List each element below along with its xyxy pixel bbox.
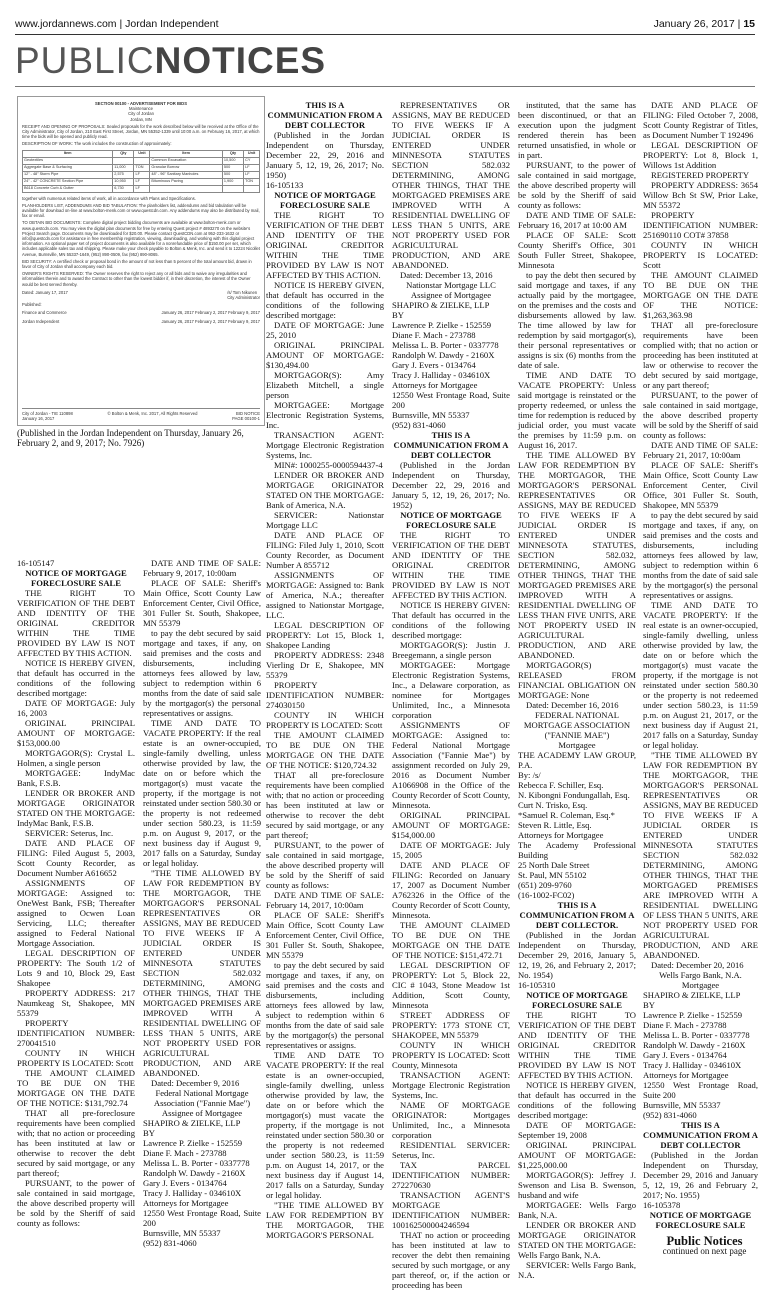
notice-paragraph: DATE AND PLACE OF FILING: Filed August 5, 2003, Scott County Recorder, as Document Number A616652 — [17, 838, 135, 878]
notice-paragraph: PURSUANT, to the power of sale contained in said mortgage, the above described property will be sold by the Sheriff of said county as follows: — [643, 390, 758, 440]
notice-paragraph: LEGAL DESCRIPTION OF PROPERTY: The South 1/2 of Lots 9 and 10, Block 29, East Shakopee — [17, 948, 135, 988]
notice-paragraph: SHAPIRO & ZIELKE, LLP — [392, 300, 490, 310]
table-cell: 10,950 — [113, 178, 134, 185]
notice-paragraph: Wells Fargo Bank, N.A. — [659, 970, 742, 980]
notice-heading: NOTICE OF MORTGAGE FORECLOSURE SALE — [25, 568, 127, 588]
scan-pub-dates: January 26, 2017 February 2, 2017 February 9, 2017 — [161, 310, 260, 316]
scan-foot-page: PAGE 00100-1 — [232, 415, 260, 421]
notice-paragraph: Nationstar Mortgage LLC — [406, 280, 496, 290]
notice-paragraph: Assignee of Mortgagee — [410, 290, 492, 300]
notice-paragraph: THE AMOUNT CLAIMED TO BE DUE ON THE MORTGAGE ON THE DATE OF THE NOTICE: $151,472.71 — [392, 920, 510, 960]
table-cell: LF — [134, 171, 150, 178]
scan-foot-date: January 16, 2017 — [22, 415, 55, 421]
notice-paragraph: SERVICER: Nationstar Mortgage LLC — [266, 510, 384, 530]
title-part-notices: NOTICES — [154, 40, 327, 81]
notice-paragraph: NOTICE IS HEREBY GIVEN, that default has occurred in the conditions of the following described mortgage: — [266, 280, 384, 320]
scan-description: DESCRIPTION OF WORK: The work includes the construction of approximately: — [22, 141, 172, 147]
notice-paragraph: St. Paul, MN 55102 — [518, 870, 587, 880]
notice-paragraph: PROPERTY IDENTIFICATION NUMBER: 270041510 — [17, 1018, 135, 1048]
notice-paragraph: BY — [392, 310, 404, 320]
table-cell: 1,900 — [222, 178, 243, 185]
notice-paragraph: Dated: December 16, 2016 — [526, 700, 619, 710]
notice-paragraph: PLACE OF SALE: Sheriff's Main Office, Scott County Law Enforcement Center, Civil Office, 301 Fuller St. South, Shakopee, MN 55379 — [643, 460, 758, 510]
notice-paragraph: LEGAL DESCRIPTION OF PROPERTY: Lot 8, Block 1, Willows 1st Addition — [643, 140, 758, 170]
notice-paragraph: THE ACADEMY LAW GROUP, P.A. — [518, 750, 636, 770]
notice-paragraph: BY — [143, 1128, 155, 1138]
notice-paragraph: COUNTY IN WHICH PROPERTY IS LOCATED: Scott — [17, 1048, 135, 1068]
table-cell — [222, 185, 243, 192]
table-header-cell: Item — [150, 150, 223, 157]
table-cell: 6,730 — [113, 185, 134, 192]
title-part-public: PUBLIC — [15, 40, 155, 81]
scan-signer — [227, 290, 260, 300]
notice-paragraph: Attorneys for Mortgagee — [143, 1198, 229, 1208]
notice-paragraph: NOTICE IS HEREBY GIVEN: That default has occurred in the conditions of the following described mortgage: — [392, 600, 510, 640]
site-url: www.jordannews.com — [15, 18, 117, 30]
notice-paragraph: PURSUANT, to the power of sale contained in said mortgage, the above described property will be sold by the Sheriff of said county as follows: — [518, 160, 636, 210]
notice-paragraph: *Samuel R. Coleman, Esq.* — [518, 810, 615, 820]
table-cell: TON — [134, 164, 150, 171]
notice-paragraph: ORIGINAL PRINCIPAL AMOUNT OF MORTGAGE: $153,000.00 — [17, 718, 135, 748]
notice-paragraph: SHAPIRO & ZIELKE, LLP — [643, 990, 741, 1000]
scan-signature-row — [22, 290, 260, 300]
notice-paragraph: REGISTERED PROPERTY — [651, 170, 750, 180]
notice-paragraph: BY — [643, 1000, 655, 1010]
notice-paragraph: TIME AND DATE TO VACATE PROPERTY: If the real estate is an owner-occupied, single-family dwelling, unless otherwise provided by law, the date on or before which the mortgagor(s) must vacate the property, if the mortgage is not reinstated under section 580.30 or the property is not redeemed under section 580.23, is 11:59 p.m. on August 9, 2017, or the next business day if August 9, 2017 falls on a Saturday, Sunday or legal holiday. — [143, 718, 261, 868]
notice-paragraph: DATE OF MORTGAGE: June 25, 2010 — [266, 320, 384, 340]
notice-column-3 — [392, 100, 510, 1290]
notice-heading: THIS IS A COMMUNICATION FROM A DEBT COLLECTOR — [267, 100, 383, 130]
notice-paragraph: DATE AND TIME OF SALE: February 14, 2017, 10:00am — [266, 890, 384, 910]
notice-paragraph: DATE AND PLACE OF FILING: Filed July 1, 2010, Scott County Recorder, as Document Number A 855712 — [266, 530, 384, 570]
table-cell: LF — [134, 178, 150, 185]
scan-para: OWNER'S RIGHTS RESERVED: The Owner reserves the right to reject any or all bids and to waive any irregularities and informalities therein and to award the Contract to other than the lowest bidder if, in their discretion, the interest of the Owner would be best served thereby. — [22, 271, 251, 287]
notice-paragraph: DATE AND PLACE OF FILING: Recorded on January 17, 2007 as Document Number A762326 in the Office of the County Recorder of Scott County, Minnesota. — [392, 860, 510, 920]
notice-paragraph: ASSIGNMENTS OF MORTGAGE: Assigned to: Bank of America, N.A.; thereafter assigned to Nationstar Mortgage, LLC. — [266, 570, 384, 620]
table-header-cell: Unit — [134, 150, 150, 157]
table-cell — [134, 157, 150, 164]
notice-paragraph: THE RIGHT TO VERIFICATION OF THE DEBT AND IDENTITY OF THE ORIGINAL CREDITOR WITHIN THE TIME PROVIDED BY LAW IS NOT AFFECTED BY THIS ACTION. — [518, 1010, 636, 1080]
notice-paragraph: THE AMOUNT CLAIMED TO BE DUE ON THE MORTGAGE ON THE DATE OF THE NOTICE: $1,263,363.98 — [643, 270, 758, 320]
table-cell: 10,500 — [222, 157, 243, 164]
notice-paragraph: The Academy Professional Building — [518, 840, 636, 860]
notice-paragraph: MORTGAGEE: Mortgage Electronic Registration Systems, Inc. — [266, 400, 384, 430]
table-cell: B618 Concrete Curb & Gutter — [23, 185, 113, 192]
scan-project: Maintenance — [129, 106, 153, 112]
table-cell: Granular Borrow — [150, 164, 223, 171]
notice-paragraph: SHAPIRO & ZIELKE, LLP — [143, 1118, 241, 1128]
notice-column-4 — [518, 100, 636, 1280]
notice-heading: THIS IS A COMMUNICATION FROM A DEBT COLLECTOR — [393, 430, 509, 460]
scan-pub-dates: January 26, 2017 February 2, 2017 February 9, 2017 — [161, 318, 260, 324]
notice-heading: NOTICE OF MORTGAGE FORECLOSURE SALE — [649, 1210, 752, 1230]
notice-paragraph: Mortgagee — [681, 980, 720, 990]
scan-foot-project: City of Jordan - TIE 110898 — [22, 410, 73, 416]
notice-paragraph: Attorneys for Mortgagee — [643, 1070, 729, 1080]
notice-heading: THIS IS A COMMUNICATION FROM A DEBT COLLECTOR — [643, 1120, 758, 1150]
scan-para: TO OBTAIN BID DOCUMENTS: Complete digital project bidding documents are available at www.bolton-menk.com or www.questcdn.com. You may view the digital plan documents for free by entering Quest project # 4893270 on the website's Project Search page. Documents may be downloaded for $20.00. Please contact QuestCDN.com at 952-233-1632 or info@questcdn.com for assistance in free membership registration, viewing, downloading, and working with this digital project information. An optional paper set of project documents is also available for a nonrefundable price of $150.00 per set, which includes applicable sales tax and shipping. Please make your check payable to Bolton & Menk, Inc. and send it to 12224 Nicollet Avenue, Burnsville, MN 55337-1649, (952) 890-0509, fax (952) 890-8065. — [22, 220, 260, 257]
notice-paragraph: 16-105147 — [17, 558, 55, 568]
table-cell — [244, 185, 260, 192]
table-header-cell: Qty — [222, 150, 243, 157]
notice-paragraph: Tracy J. Halliday - 034610X — [392, 370, 491, 380]
table-cell: 11,000 — [113, 164, 134, 171]
notice-paragraph: (Published in the Jordan Independent on Thursday, December 29, 2016 and January 5, 12, 19, 26 and February 2, 2017; No. 1955) — [643, 1150, 758, 1200]
paper-name: Jordan Independent — [125, 18, 219, 30]
notice-paragraph: Rebecca F. Schiller, Esq. — [518, 780, 604, 790]
notice-paragraph: 16-105133 — [266, 180, 304, 190]
notice-paragraph: PROPERTY ADDRESS: 3654 Willow Bch St SW, Prior Lake, MN 55372 — [643, 180, 758, 210]
notice-paragraph: RESIDENTIAL SERVICER: Seterus, Inc. — [392, 1140, 510, 1160]
scan-published: Published: — [22, 302, 42, 308]
notice-paragraph: TRANSACTION AGENT: Mortgage Electronic Registration Systems, Inc. — [266, 430, 384, 460]
notice-paragraph: TAX PARCEL IDENTIFICATION NUMBER: 272270630 — [392, 1160, 510, 1190]
table-cell: 2,575 — [113, 171, 134, 178]
table-row — [23, 185, 260, 192]
notice-paragraph: ORIGINAL PRINCIPAL AMOUNT OF MORTGAGE: $154,000.00 — [392, 810, 510, 840]
scan-pub-label: Jordan Independent — [22, 318, 60, 324]
notice-paragraph: MORTGAGEE: Mortgage Electronic Registration Systems, Inc., a Delaware corporation, as nominee for Mortgages Unlimited, Inc., a Minnesota corporation — [392, 660, 510, 720]
notice-paragraph: TIME AND DATE TO VACATE PROPERTY: Unless said mortgage is reinstated or the property redeemed, or unless the time for redemption is reduced by judicial order, you must vacate the premises by 11:59 p.m. on August 16, 2017. — [518, 370, 636, 450]
notice-paragraph: Gary J. Evers - 0134764 — [143, 1178, 227, 1188]
notice-paragraph: THE RIGHT TO VERIFICATION OF THE DEBT AND IDENTITY OF THE ORIGINAL CREDITOR WITHIN THE TIME PROVIDED BY LAW IS NOT AFFECTED BY THIS ACTION. — [17, 588, 135, 658]
notice-paragraph: (952) 831-4060 — [392, 420, 446, 430]
notice-paragraph: PURSUANT, to the power of sale contained in said mortgage, the above described property will be sold by the Sheriff of said county as follows: — [266, 840, 384, 890]
notice-paragraph: COUNTY IN WHICH PROPERTY IS LOCATED: Scott — [266, 710, 384, 730]
notice-paragraph: Attorneys for Mortgagee — [518, 830, 604, 840]
bid-advertisement-image — [17, 96, 265, 426]
notice-paragraph: Diane F. Mach - 273788 — [392, 330, 476, 340]
table-row — [23, 171, 260, 178]
notice-paragraph: DATE AND TIME OF SALE: February 9, 2017, 10:00am — [143, 558, 261, 578]
table-cell: Geotextiles — [23, 157, 113, 164]
notice-paragraph: NOTICE IS HEREBY GIVEN, that default has occurred in the conditions of the following described mortgage: — [518, 1080, 636, 1120]
table-cell: LF — [244, 171, 260, 178]
notice-paragraph: Randolph W. Dawdy - 2160X — [143, 1168, 246, 1178]
notice-paragraph: PLACE OF SALE: Scott County Sheriff's Office, 301 South Fuller Street, Shakopee, Minnesota — [518, 230, 636, 270]
notice-paragraph: ASSIGNMENTS OF MORTGAGE: Assigned to: OneWest Bank, FSB; Thereafter assigned to Ocwen Loan Servicing, LLC; thereafter assigned to Federal National Mortgage Association. — [17, 878, 135, 948]
notice-paragraph: TRANSACTION AGENT'S MORTGAGE IDENTIFICATION NUMBER: 100162500004246594 — [392, 1190, 510, 1230]
notice-paragraph: Dated: December 9, 2016 — [151, 1078, 240, 1088]
notice-paragraph: "THE TIME ALLOWED BY LAW FOR REDEMPTION BY THE MORTGAGOR, THE MORTGAGOR'S PERSONAL REPRESENTATIVES OR ASSIGNS, MAY BE REDUCED TO FIVE WEEKS IF A JUDICIAL ORDER IS ENTERED UNDER MINNESOTA STATUTES SECTION 582.032 DETERMINING, AMONG OTHER THINGS, THAT THE MORTGAGED PREMISES ARE IMPROVED WITH A RESIDENTIAL DWELLING OF LESS THAN 5 UNITS, ARE NOT PROPERTY USED FOR AGRICULTURAL PRODUCTION, AND ARE ABANDONED. — [143, 868, 261, 1078]
notice-paragraph: TRANSACTION AGENT: Mortgage Electronic Registration Systems, Inc. — [392, 1070, 510, 1100]
date-line: January 26, 2017 | 15 — [653, 18, 755, 30]
table-cell: 500 — [222, 171, 243, 178]
notice-paragraph: Gary J. Evers - 0134764 — [392, 360, 476, 370]
scan-para: PLANHOLDERS LIST, ADDENDUMS AND BID TABULATION: The planholders list, addendums and bid tabulation will be available for download on-line at www.bolton-menk.com or www.questcdn.com. Any addendums may also be distributed by mail, fax or email. — [22, 202, 260, 219]
table-row — [23, 164, 260, 171]
notice-paragraph: THE TIME ALLOWED BY LAW FOR REDEMPTION BY THE MORTGAGOR, THE MORTGAGOR'S PERSONAL REPRESENTATIVES OR ASSIGNS, MAY BE REDUCED TO FIVE WEEKS IF A JUDICIAL ORDER IS ENTERED UNDER MINNESOTA STATUTES, SECTION 582.032, DETERMINING, AMONG OTHER THINGS, THAT THE MORTGAGED PREMISES ARE IMPROVED WITH A RESIDENTIAL DWELLING OF LESS THAN FIVE UNITS, ARE NOT PROPERTY USED IN AGRICULTURAL PRODUCTION, AND ARE ABANDONED. — [518, 450, 636, 660]
scan-pub-row — [22, 310, 260, 315]
notice-paragraph: 16-105378 — [643, 1200, 681, 1210]
notice-paragraph: N. Kibongni Fondungallah, Esq. — [518, 790, 630, 800]
table-header-row — [23, 150, 260, 157]
notice-paragraph: LENDER OR BROKER AND MORTGAGE ORIGINATOR STATED ON THE MORTGAGE: Wells Fargo Bank, N.A. — [518, 1220, 636, 1260]
table-cell: Bituminous Paving — [150, 178, 223, 185]
notice-paragraph: MORTGAGOR(S): Jeffrey J. Swenson and Lisa B. Swenson, husband and wife — [518, 1170, 636, 1200]
notice-paragraph: to pay the debt then secured by said mortgage and taxes, if any actually paid by the mortgagee, on the premises and the costs and disbursements allowed by law. The time allowed by law for redemption by said mortgagor(s), their personal representatives or assigns is six (6) months from the date of sale. — [518, 270, 636, 370]
notice-paragraph: Dated: December 13, 2016 — [400, 270, 493, 280]
notice-paragraph: SERVICER: Wells Fargo Bank, N.A. — [518, 1260, 636, 1280]
notice-paragraph: Randolph W. Dawdy - 2160X — [643, 1040, 746, 1050]
notice-paragraph: DATE AND TIME OF SALE: February 16, 2017 at 10:00 AM — [518, 210, 636, 230]
notice-paragraph: Diane F. Mach - 273788 — [643, 1020, 727, 1030]
table-cell: 24" - 42" CONCRETE Section Pipe — [23, 178, 113, 185]
table-cell — [113, 157, 134, 164]
notice-paragraph: MORTGAGEE: IndyMac Bank, F.S.B. — [17, 768, 135, 788]
notice-paragraph: 12550 West Frontage Road, Suite 200 — [143, 1208, 261, 1228]
notice-paragraph: Melissa L. B. Porter - 0337778 — [643, 1030, 750, 1040]
notice-paragraph: COUNTY IN WHICH PROPERTY IS LOCATED: Scott County, Minnesota — [392, 1040, 510, 1070]
notice-paragraph: "THE TIME ALLOWED BY LAW FOR REDEMPTION BY THE MORTGAGOR, THE MORTGAGOR'S PERSONAL REPRESENTATIVES OR ASSIGNS, MAY BE REDUCED TO FIVE WEEKS IF A JUDICIAL ORDER IS ENTERED UNDER MINNESOTA STATUTES SECTION 582.032 DETERMINING, AMONG OTHER THINGS, THAT THE MORTGAGED PREMISES ARE IMPROVED WITH A RESIDENTIAL DWELLING OF LESS THAN 5 UNITS, ARE NOT PROPERTY USED FOR AGRICULTURAL PRODUCTION, AND ARE ABANDONED. — [643, 750, 758, 960]
notice-paragraph: Burnsville, MN 55337 — [143, 1228, 221, 1238]
scan-footer — [22, 408, 260, 421]
scan-receipt: RECEIPT AND OPENING OF PROPOSALS: Sealed proposals for the work described below will be received at the Office of the City Administrator, City of Jordan, 210 East First Street, Jordan, MN 55352-1339 until 10:00 a.m. on February 16, 2017, at which time the bids will be opened and publicly read. — [22, 123, 260, 140]
notice-paragraph: MORTGAGEE: Wells Fargo Bank, N.A. — [518, 1200, 636, 1220]
notice-heading: NOTICE OF MORTGAGE FORECLOSURE SALE — [400, 510, 502, 530]
notice-paragraph: (952) 831-4060 — [643, 1110, 697, 1120]
notice-paragraph: DATE AND PLACE OF FILING: Filed October 7, 2008, Scott County Registrar of Titles, as Document Number T 192496 — [643, 100, 758, 140]
notice-paragraph: MORTGAGOR(S): Justin J. Breegemann, a single person — [392, 640, 510, 660]
scan-sign-title: City Administrator — [227, 295, 260, 301]
scan-city: City of Jordan — [128, 111, 154, 117]
table-header-cell: Unit — [244, 150, 260, 157]
notice-paragraph: NOTICE IS HEREBY GIVEN, that default has occurred in the conditions of the following described mortgage: — [17, 658, 135, 698]
notice-paragraph: Attorneys for Mortgagee — [392, 380, 478, 390]
notice-paragraph: REPRESENTATIVES OR ASSIGNS, MAY BE REDUCED TO FIVE WEEKS IF A JUDICIAL ORDER IS ENTERED UNDER MINNESOTA STATUTES SECTION 582.032 DETERMINING, AMONG OTHER THINGS, THAT THE MORTGAGED PREMISES ARE IMPROVED WITH A RESIDENTIAL DWELLING OF LESS THAN 5 UNITS, ARE NOT PROPERTY USED FOR AGRICULTURAL PRODUCTION, AND ARE ABANDONED. — [392, 100, 510, 270]
page-number: 15 — [743, 18, 755, 30]
table-cell — [150, 185, 223, 192]
column-5-body — [643, 100, 758, 1230]
notice-paragraph: MORTGAGOR(S) RELEASED FROM FINANCIAL OBLIGATION ON MORTGAGE: None — [518, 660, 636, 700]
notice-paragraph: NAME OF MORTGAGE ORIGINATOR: Mortgages Unlimited, Inc., a Minnesota corporation — [392, 1100, 510, 1140]
notice-paragraph: 25 North Dale Street — [518, 860, 590, 870]
table-header-cell: Item — [23, 150, 113, 157]
notice-paragraph: ASSIGNMENTS OF MORTGAGE: Assigned to: Federal National Mortgage Association ("Fannie Mae") by assignment recorded on July 29, 2016 as Document Number A1066908 in the Office of the County Recorder of Scott County, Minnesota. — [392, 720, 510, 810]
notice-paragraph: PROPERTY ADDRESS: 217 Naumkeag St, Shakopee, MN 55379 — [17, 988, 135, 1018]
notice-paragraph: 16-105310 — [518, 980, 556, 990]
notice-paragraph: DATE AND TIME OF SALE: February 21, 2017, 10:00am — [643, 440, 758, 460]
notice-paragraph: Assignee of Mortgagee — [161, 1108, 243, 1118]
notice-paragraph: to pay the debt secured by said mortgage and taxes, if any, on said premises and the costs and disbursements, including attorneys fees allowed by law, subject to redemption within 6 months from the date of said sale by the mortgagor(s) the personal representatives or assigns. — [643, 510, 758, 600]
notice-paragraph: THE AMOUNT CLAIMED TO BE DUE ON THE MORTGAGE ON THE DATE OF THE NOTICE: $131,792.74 — [17, 1068, 135, 1108]
notice-paragraph: Lawrence P. Zielke - 152559 — [392, 320, 492, 330]
bid-published-note: (Published in the Jordan Independent on Thursday, January 26, February 2, and 9, 2017; No. 7926) — [17, 428, 244, 449]
scan-para: together with numerous related items of work, all in accordance with Plans and Specifications. — [22, 195, 196, 201]
notice-paragraph: MORTGAGOR(S): Crystal L. Holmen, a single person — [17, 748, 135, 768]
notice-paragraph: Steven R. Little, Esq. — [518, 820, 592, 830]
scan-signed: /s/ Tom Nikunen — [227, 289, 258, 295]
notice-paragraph: TIME AND DATE TO VACATE PROPERTY: If the real estate is an owner-occupied, single-family dwelling, unless otherwise provided by law, the date on or before which the mortgagor(s) must vacate the property, if the mortgage is not reinstated under section 580.30 or the property is not redeemed under section 580.23, is 11:59 p.m. on August 21, 2017, or the next business day if August 21, 2017 falls on a Saturday, Sunday or legal holiday. — [643, 600, 758, 750]
notice-paragraph: THAT all pre-foreclosure requirements have been complied with; that no action or proceeding has been instituted at law or otherwise to recover the debt secured by said mortgage, or any part thereof; — [17, 1108, 135, 1178]
scan-city-state: Jordan, MN — [130, 116, 152, 122]
notice-column-2 — [266, 100, 384, 1240]
scan-foot-left — [22, 411, 73, 421]
notice-paragraph: MIN#: 1000255-0000594437-4 — [274, 460, 383, 470]
notice-paragraph: THE RIGHT TO VERIFICATION OF THE DEBT AND IDENTITY OF THE ORIGINAL CREDITOR WITHIN THE TIME PROVIDED BY LAW IS NOT AFFECTED BY THIS ACTION. — [266, 210, 384, 280]
notice-paragraph: Lawrence P. Zielke - 152559 — [643, 1010, 743, 1020]
table-cell: 12" - 48" Storm Pipe — [23, 171, 113, 178]
notice-paragraph: Tracy J. Halliday - 034610X — [643, 1060, 742, 1070]
notice-paragraph: Tracy J. Halliday - 034610X — [143, 1188, 242, 1198]
notice-paragraph: to pay the debt secured by said mortgage and taxes, if any, on said premises and the costs and disbursements, including attorneys fees allowed by law, subject to redemption within 6 months from the date of said sale by the mortgagor(s) the personal representatives or assigns. — [143, 628, 261, 718]
notice-paragraph: PLACE OF SALE: Sheriff's Main Office, Scott County Law Enforcement Center, Civil Office, 301 Fuller St. South, Shakopee, MN 55379 — [143, 578, 261, 628]
page-title — [15, 40, 326, 82]
notice-paragraph: Curt N. Trisko, Esq. — [518, 800, 588, 810]
header-rule — [15, 86, 755, 87]
scan-para: BID SECURITY: A certified check or proposal bond in the amount of not less than 5 percent of the total amount bid, drawn in favor of City of Jordan shall accompany each bid. — [22, 258, 252, 270]
scan-quantity-table — [22, 150, 260, 193]
notice-paragraph: Diane F. Mach - 273788 — [143, 1148, 227, 1158]
notice-paragraph: 12550 West Frontage Road, Suite 200 — [392, 390, 510, 410]
notice-paragraph: THE RIGHT TO VERIFICATION OF THE DEBT AND IDENTITY OF THE ORIGINAL CREDITOR WITHIN THE TIME PROVIDED BY LAW IS NOT AFFECTED BY THIS ACTION. — [392, 530, 510, 600]
notice-paragraph: COUNTY IN WHICH PROPERTY IS LOCATED: Scott — [643, 240, 758, 270]
notice-heading: THIS IS A COMMUNICATION FROM A DEBT COLLECTOR. — [519, 900, 635, 930]
notice-paragraph: Federal National Mortgage Association ("Fannie Mae") — [153, 1088, 251, 1108]
notice-paragraph: THAT all pre-foreclosure requirements have been complied with; that no action or proceeding has been instituted at law or otherwise to recover the debt secured by said mortgage, or any part thereof; — [643, 320, 758, 390]
table-header-cell: Qty — [113, 150, 134, 157]
notice-paragraph: (Published in the Jordan Independent on Thursday, December 29, 2016, January 5, 12, 19, 26, and February 2, 2017; No. 1954) — [518, 930, 636, 980]
notice-paragraph: Melissa L. B. Porter - 0337778 — [143, 1158, 250, 1168]
notice-column-1b — [143, 558, 261, 1248]
notice-paragraph: Randolph W. Dawdy - 2160X — [392, 350, 495, 360]
notice-paragraph: ORIGINAL PRINCIPAL AMOUNT OF MORTGAGE: $1,225,000.00 — [518, 1140, 636, 1170]
notice-paragraph: 12550 West Frontage Road, Suite 200 — [643, 1080, 758, 1100]
notice-heading: NOTICE OF MORTGAGE FORECLOSURE SALE — [274, 190, 376, 210]
notice-paragraph: THAT no action or proceeding has been instituted at law to recover the debt then remaining secured by such mortgage, or any part thereof, or, if the action or proceeding has been — [392, 1230, 510, 1290]
notice-paragraph: Melissa L. B. Porter - 0337778 — [392, 340, 499, 350]
notice-paragraph: Burnsville, MN 55337 — [392, 410, 470, 420]
notice-paragraph: THE AMOUNT CLAIMED TO BE DUE ON THE MORTGAGE ON THE DATE OF THE NOTICE: $120,724.32 — [266, 730, 384, 770]
table-row — [23, 157, 260, 164]
notice-paragraph: FEDERAL NATIONAL MORTGAGE ASSOCIATION ("FANNIE MAE") — [523, 710, 631, 740]
notice-heading: NOTICE OF MORTGAGE FORECLOSURE SALE — [526, 990, 628, 1010]
issue-date: January 26, 2017 — [653, 18, 735, 30]
notice-paragraph: PLACE OF SALE: Sheriff's Main Office, Scott County Law Enforcement Center, Civil Office, 301 Fuller St. South, Shakopee, MN 55379 — [266, 910, 384, 960]
scan-foot-copyright: © Bolton & Menk, Inc. 2017, All Rights Reserved — [107, 410, 198, 416]
table-cell: 500 — [222, 164, 243, 171]
table-cell: LF — [244, 164, 260, 171]
table-cell: Common Excavation — [150, 157, 223, 164]
scan-foot-right — [232, 411, 260, 421]
notice-paragraph: to pay the debt secured by said mortgage and taxes, if any, on said premises and the costs and disbursements, including attorneys fees allowed by law, subject to redemption within 6 months from the date of said sale by the mortgagor(s) the personal representatives or assigns. — [266, 960, 384, 1050]
notice-paragraph: By: /s/ — [518, 770, 541, 780]
notice-paragraph: THAT all pre-foreclosure requirements have been complied with; that no action or proceeding has been instituted at law or otherwise to recover the debt secured by said mortgage, or any part thereof; — [266, 770, 384, 840]
notice-paragraph: STREET ADDRESS OF PROPERTY: 1773 STONE CT, SHAKOPEE, MN 55379 — [392, 1010, 510, 1040]
notice-paragraph: DATE OF MORTGAGE: July 15, 2005 — [392, 840, 510, 860]
table-cell: CY — [244, 157, 260, 164]
notice-paragraph: instituted, that the same has been discontinued, or that an execution upon the judgment rendered therein has been returned unsatisfied, in whole or in part. — [518, 100, 636, 160]
page-header — [15, 14, 755, 35]
masthead-line: www.jordannews.com | Jordan Independent — [15, 18, 219, 30]
notice-paragraph: (Published in the Jordan Independent on Thursday, December 22, 29, 2016 and January 5, 12, 19, 26, 2017; No. 1950) — [266, 130, 384, 180]
notice-paragraph: (16-1002-FC02) — [518, 890, 575, 900]
scan-pub-row — [22, 319, 260, 324]
notice-paragraph: (Published in the Jordan Independent on Thursday, December 22, 29, 2016 and January 5, 12, 19, 26, 2017; No. 1952) — [392, 460, 510, 510]
notice-paragraph: PROPERTY ADDRESS: 2348 Vierling Dr E, Shakopee, MN 55379 — [266, 650, 384, 680]
notice-paragraph: LENDER OR BROKER AND MORTGAGE ORIGINATOR STATED ON THE MORTGAGE: Bank of America, N.A. — [266, 470, 384, 510]
table-cell: TON — [244, 178, 260, 185]
scan-section: SECTION 00100 - ADVERTISEMENT FOR BIDS — [95, 101, 187, 106]
notice-paragraph: Dated: December 20, 2016 — [651, 960, 744, 970]
notice-paragraph: LEGAL DESCRIPTION OF PROPERTY: Lot 5, Block 22, CIC # 1043, Stone Meadow 1st Addition, Scott County, Minnesota — [392, 960, 510, 1010]
notice-paragraph: LEGAL DESCRIPTION OF PROPERTY: Lot 15, Block 1, Shakopee Landing — [266, 620, 384, 650]
notice-column-1a — [17, 558, 135, 1228]
notice-paragraph: Gary J. Evers - 0134764 — [643, 1050, 727, 1060]
notice-paragraph: PROPERTY IDENTIFICATION NUMBER: 274030150 — [266, 680, 384, 710]
notice-paragraph: TIME AND DATE TO VACATE PROPERTY: If the real estate is an owner-occupied, single-family dwelling, unless otherwise provided by law, the date on or before which the mortgagor(s) must vacate the property, if the mortgage is not reinstated under section 580.30 or the property is not redeemed under section 580.23, is 11:59 p.m. on August 14, 2017, or the next business day if August 14, 2017 falls on a Saturday, Sunday or legal holiday. — [266, 1050, 384, 1200]
notice-paragraph: PURSUANT, to the power of sale contained in said mortgage, the above described property will be sold by the Sheriff of said county as follows: — [17, 1178, 135, 1228]
notice-paragraph: SERVICER: Seterus, Inc. — [25, 828, 114, 838]
notice-paragraph: Lawrence P. Zielke - 152559 — [143, 1138, 243, 1148]
notice-paragraph: PROPERTY IDENTIFICATION NUMBER: 251690110 COT# 37858 — [643, 210, 758, 240]
table-cell: LF — [134, 185, 150, 192]
notice-paragraph: Burnsville, MN 55337 — [643, 1100, 721, 1110]
table-cell: 48" - 96" Sanitary Manholes — [150, 171, 223, 178]
table-body — [23, 157, 260, 192]
notice-paragraph: "THE TIME ALLOWED BY LAW FOR REDEMPTION BY THE MORTGAGOR, THE MORTGAGOR'S PERSONAL — [266, 1200, 384, 1240]
continued-note: continued on next page — [662, 1246, 747, 1256]
notice-column-5 — [643, 100, 758, 1256]
table-row — [23, 178, 260, 185]
notice-paragraph: MORTGAGOR(S): Amy Elizabeth Mitchell, a single person — [266, 370, 384, 400]
scan-foot-label: BID NOTICE — [236, 410, 260, 416]
table-cell: Aggregate Base & Surfacing — [23, 164, 113, 171]
notice-paragraph: DATE OF MORTGAGE: September 19, 2008 — [518, 1120, 636, 1140]
scan-pub-label: Finance and Commerce — [22, 310, 67, 316]
notice-paragraph: (952) 831-4060 — [143, 1238, 197, 1248]
notice-paragraph: LENDER OR BROKER AND MORTGAGE ORIGINATOR STATED ON THE MORTGAGE: IndyMac Bank, F.S.B. — [17, 788, 135, 828]
scan-dated: Dated: January 17, 2017 — [22, 289, 68, 295]
public-notices-heading: Public Notices — [666, 1234, 743, 1248]
notice-paragraph: DATE OF MORTGAGE: July 16, 2003 — [17, 698, 135, 718]
notice-paragraph: Mortgagee — [558, 740, 596, 750]
notice-paragraph: (651) 209-9760 — [518, 880, 572, 890]
notice-paragraph: ORIGINAL PRINCIPAL AMOUNT OF MORTGAGE: $130,494.00 — [266, 340, 384, 370]
